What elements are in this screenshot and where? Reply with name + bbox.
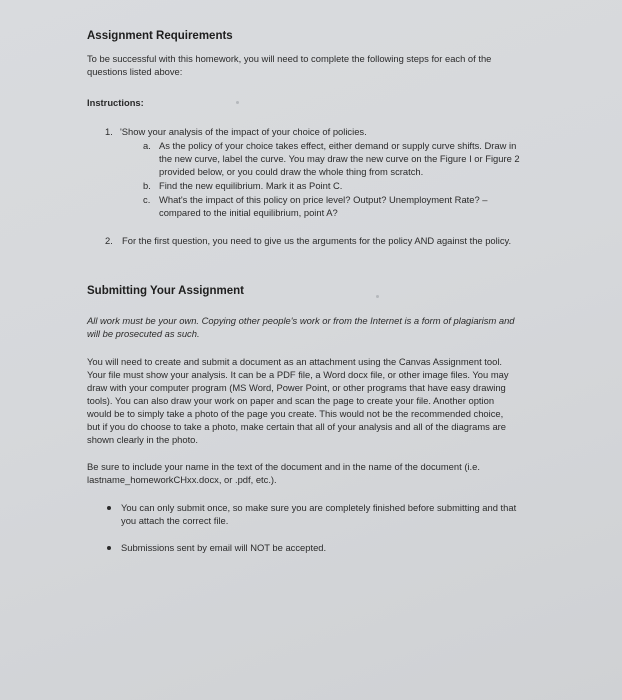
scan-mark bbox=[236, 101, 239, 104]
plagiarism-line-1: All work must be your own. Copying other people's work or from the Internet is a form of plagiarism and bbox=[87, 315, 515, 326]
submission-paragraph-line-4: tools). You can also draw your work on paper and scan the page to create your file. Another option bbox=[87, 395, 495, 406]
bullet-dot bbox=[107, 506, 111, 510]
submission-paragraph-line-2: Your file must show your analysis. It can be a PDF file, a Word docx file, or other image files. You may bbox=[87, 369, 509, 380]
subitem-a-line-1: As the policy of your choice takes effect, either demand or supply curve shifts. Draw in bbox=[159, 140, 517, 151]
instructions-label: Instructions: bbox=[87, 97, 144, 108]
bullet-dot bbox=[107, 546, 111, 550]
name-instruction-line-1: Be sure to include your name in the text of the document and in the name of the document (i.e. bbox=[87, 461, 480, 472]
submission-paragraph-line-7: shown clearly in the photo. bbox=[87, 434, 199, 445]
submission-paragraph-line-1: You will need to create and submit a document as an attachment using the Canvas Assignment tool. bbox=[87, 356, 503, 367]
subitem-a-line-2: the new curve, label the curve. You may draw the new curve on the Figure I or Figure 2 bbox=[159, 153, 520, 164]
bullet-1-line-1: You can only submit once, so make sure you are completely finished before submitting and that bbox=[121, 502, 517, 513]
name-instruction-line-2: lastname_homeworkCHxx.docx, or .pdf, etc.). bbox=[87, 474, 277, 485]
bullet-1-line-2: you attach the correct file. bbox=[121, 515, 229, 526]
subitem-c-letter: c. bbox=[143, 194, 151, 205]
subitem-a-line-3: provided below, or you could draw the whole thing from scratch. bbox=[159, 166, 424, 177]
subitem-c-line-2: compared to the initial equilibrium, point A? bbox=[159, 207, 338, 218]
plagiarism-line-2: will be prosecuted as such. bbox=[87, 328, 200, 339]
assignment-requirements-heading: Assignment Requirements bbox=[87, 30, 233, 42]
scan-mark bbox=[376, 295, 379, 298]
intro-line-2: questions listed above: bbox=[87, 66, 183, 77]
subitem-c-line-1: What's the impact of this policy on price level? Output? Unemployment Rate? – bbox=[159, 194, 488, 205]
subitem-a-letter: a. bbox=[143, 140, 151, 151]
submission-paragraph-line-3: draw with your computer program (MS Word, Power Point, or other programs that have easy drawing bbox=[87, 382, 506, 393]
subitem-b-letter: b. bbox=[143, 180, 151, 191]
item-1-number: 1. bbox=[105, 126, 113, 137]
item-1-text: 'Show your analysis of the impact of your choice of policies. bbox=[120, 126, 367, 137]
item-2-text: For the first question, you need to give us the arguments for the policy AND against the policy. bbox=[122, 235, 512, 246]
intro-line-1: To be successful with this homework, you will need to complete the following steps for each of the bbox=[87, 53, 492, 64]
item-2-number: 2. bbox=[105, 235, 113, 246]
submitting-heading: Submitting Your Assignment bbox=[87, 285, 244, 297]
subitem-b-line-1: Find the new equilibrium. Mark it as Point C. bbox=[159, 180, 343, 191]
submission-paragraph-line-5: would be to simply take a photo of the page you create. This would not be the recommended choice, bbox=[87, 408, 504, 419]
submission-paragraph-line-6: but if you do choose to take a photo, make certain that all of your analysis and all of the diagrams are bbox=[87, 421, 506, 432]
bullet-2-line-1: Submissions sent by email will NOT be accepted. bbox=[121, 542, 327, 553]
